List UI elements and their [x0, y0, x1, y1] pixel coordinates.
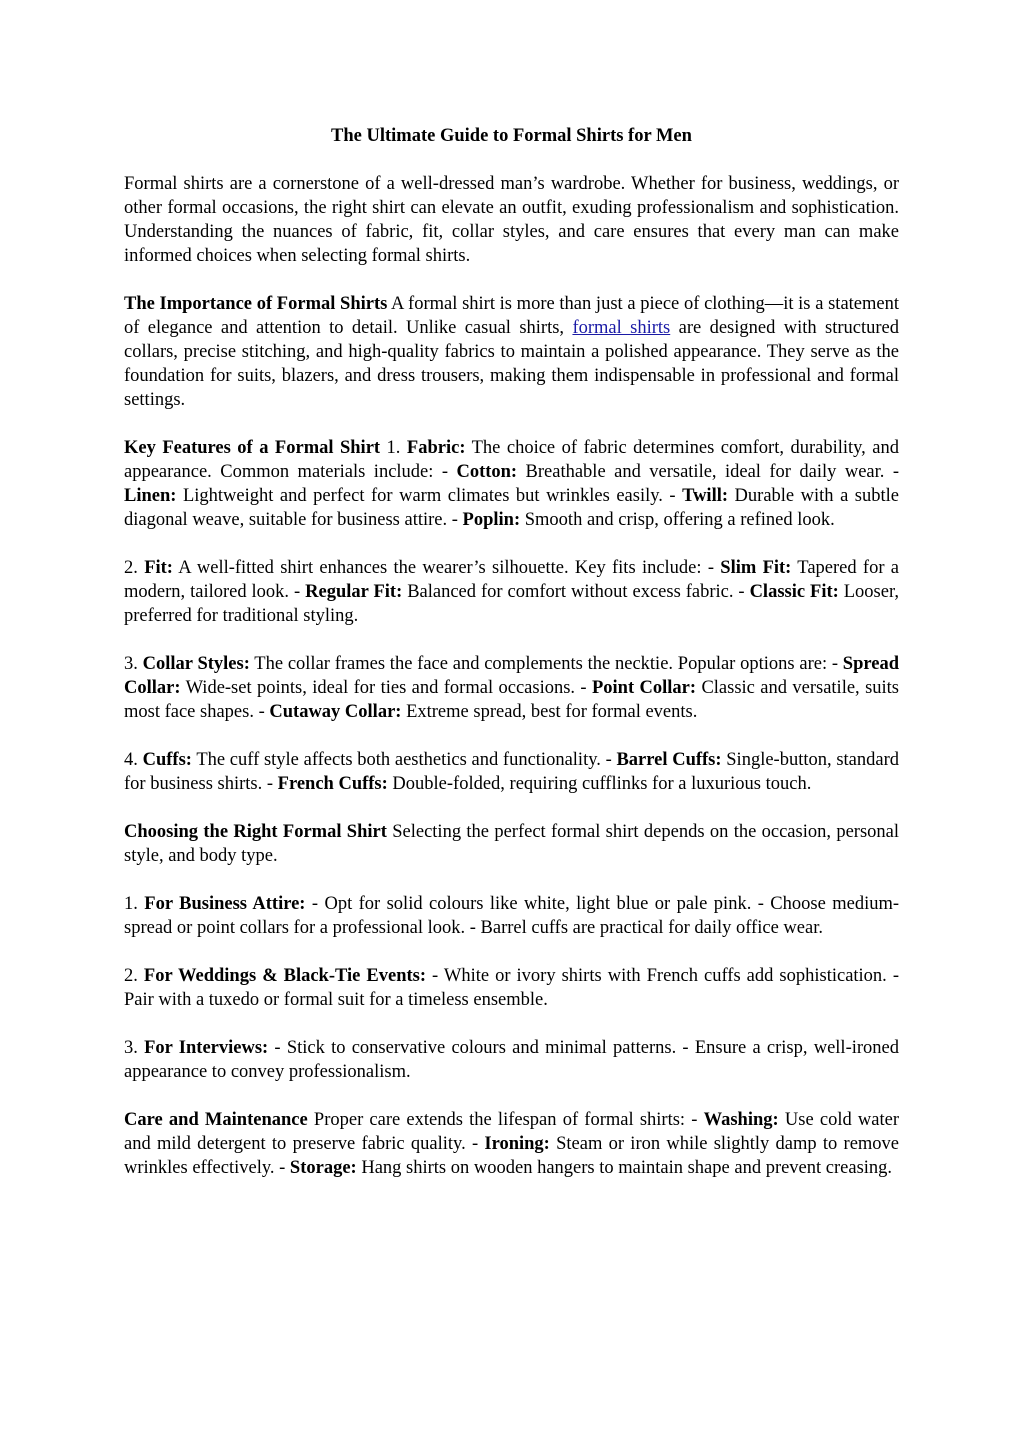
- fit-number: 2.: [124, 558, 145, 578]
- spread-collar-text: Wide-set points, ideal for ties and formal occasions. -: [180, 678, 592, 698]
- cuffs-paragraph: [124, 748, 899, 796]
- fit-label: Fit:: [144, 558, 173, 578]
- slim-fit-label: Slim Fit:: [720, 558, 792, 578]
- barrel-cuffs-text: Single-button, standard for business shirts. -: [124, 750, 899, 794]
- interviews-number: 3.: [124, 1038, 145, 1058]
- weddings-number: 2.: [124, 966, 144, 986]
- storage-label: Storage:: [289, 1158, 357, 1178]
- intro-paragraph: Formal shirts are a cornerstone of a well-dressed man’s wardrobe. Whether for business, weddings, or other formal occasions, the right shirt can elevate an outfit, exuding professionalism and sophistication. Understanding the nuances of fabric, fit, collar styles, and care ensures that every man can make informed choices when selecting formal shirts.: [124, 174, 899, 266]
- twill-label: Twill:: [682, 486, 729, 506]
- cuffs-label: Cuffs:: [142, 750, 192, 770]
- fit-paragraph: [124, 556, 899, 628]
- ironing-label: Ironing:: [484, 1134, 550, 1154]
- business-label: For Business Attire:: [144, 894, 306, 914]
- poplin-text: Smooth and crisp, offering a refined look.: [520, 510, 835, 530]
- weddings-text: - White or ivory shirts with French cuffs add sophistication. - Pair with a tuxedo or formal suit for a timeless ensemble.: [124, 966, 899, 1010]
- weddings-label: For Weddings & Black-Tie Events:: [143, 966, 426, 986]
- business-text: - Opt for solid colours like white, light blue or pale pink. - Choose medium-spread or point collars for a professional look. - Barrel cuffs are practical for daily office wear.: [124, 894, 900, 938]
- point-collar-label: Point Collar:: [591, 678, 697, 698]
- fit-text: A well-fitted shirt enhances the wearer’s silhouette. Key fits include: -: [172, 558, 721, 578]
- washing-label: Washing:: [703, 1110, 779, 1130]
- importance-paragraph: [124, 292, 899, 412]
- importance-heading: The Importance of Formal Shirts: [124, 294, 388, 314]
- interviews-text: - Stick to conservative colours and minimal patterns. - Ensure a crisp, well-ironed appearance to convey professionalism.: [124, 1038, 899, 1082]
- collar-label: Collar Styles:: [142, 654, 250, 674]
- cuffs-number: 4.: [124, 750, 143, 770]
- care-text: Proper care extends the lifespan of formal shirts: -: [307, 1110, 704, 1130]
- choosing-heading: Choosing the Right Formal Shirt: [124, 822, 387, 842]
- poplin-label: Poplin:: [462, 510, 521, 530]
- linen-label: Linen:: [124, 486, 177, 506]
- importance-text-before-link: A formal shirt is more than just a piece of clothing—it is a statement of elegance and attention to detail. Unlike casual shirts,: [124, 294, 899, 338]
- regular-fit-label: Regular Fit:: [305, 582, 403, 602]
- washing-text: Use cold water and mild detergent to preserve fabric quality. -: [124, 1110, 899, 1154]
- cutaway-collar-text: Extreme spread, best for formal events.: [401, 702, 698, 722]
- point-collar-text: Classic and versatile, suits most face shapes. -: [124, 678, 900, 722]
- classic-fit-label: Classic Fit:: [749, 582, 839, 602]
- classic-fit-text: Looser, preferred for traditional styling.: [124, 582, 899, 626]
- cotton-label: Cotton:: [456, 462, 518, 482]
- key-features-paragraph: [124, 436, 899, 532]
- cutaway-collar-label: Cutaway Collar:: [269, 702, 402, 722]
- collar-text: The collar frames the face and complements the necktie. Popular options are: -: [249, 654, 843, 674]
- interviews-paragraph: [124, 1036, 899, 1084]
- french-cuffs-text: Double-folded, requiring cufflinks for a luxurious touch.: [387, 774, 812, 794]
- fabric-number: 1.: [380, 438, 407, 458]
- spread-collar-label: Spread Collar:: [124, 654, 899, 698]
- barrel-cuffs-label: Barrel Cuffs:: [616, 750, 722, 770]
- french-cuffs-label: French Cuffs:: [277, 774, 388, 794]
- linen-text: Lightweight and perfect for warm climates but wrinkles easily. -: [176, 486, 683, 506]
- twill-text: Durable with a subtle diagonal weave, suitable for business attire. -: [124, 486, 899, 530]
- fabric-text: The choice of fabric determines comfort, durability, and appearance. Common materials include: -: [124, 438, 899, 482]
- regular-fit-text: Balanced for comfort without excess fabric. -: [402, 582, 750, 602]
- document-page: [124, 124, 899, 1204]
- choosing-text: Selecting the perfect formal shirt depends on the occasion, personal style, and body type.: [124, 822, 899, 866]
- interviews-label: For Interviews:: [144, 1038, 269, 1058]
- key-features-heading: Key Features of a Formal Shirt: [124, 438, 381, 458]
- formal-shirts-link[interactable]: formal shirts: [572, 318, 671, 338]
- cuffs-text: The cuff style affects both aesthetics and functionality. -: [191, 750, 617, 770]
- choosing-paragraph: [124, 820, 899, 868]
- cotton-text: Breathable and versatile, ideal for daily wear. -: [517, 462, 899, 482]
- storage-text: Hang shirts on wooden hangers to maintain shape and prevent creasing.: [356, 1158, 893, 1178]
- document-title: The Ultimate Guide to Formal Shirts for Men: [331, 126, 692, 146]
- collar-number: 3.: [124, 654, 143, 674]
- slim-fit-text: Tapered for a modern, tailored look. -: [124, 558, 899, 602]
- care-paragraph: [124, 1108, 899, 1180]
- weddings-paragraph: [124, 964, 899, 1012]
- business-paragraph: [124, 892, 899, 940]
- ironing-text: Steam or iron while slightly damp to remove wrinkles effectively. -: [124, 1134, 900, 1178]
- collar-paragraph: [124, 652, 899, 724]
- importance-text-after-link: are designed with structured collars, precise stitching, and high-quality fabrics to maintain a polished appearance. They serve as the foundation for suits, blazers, and dress trousers, making them indispensable in professional and formal settings.: [124, 318, 899, 410]
- care-heading: Care and Maintenance: [124, 1110, 308, 1130]
- business-number: 1.: [124, 894, 145, 914]
- fabric-label: Fabric:: [406, 438, 466, 458]
